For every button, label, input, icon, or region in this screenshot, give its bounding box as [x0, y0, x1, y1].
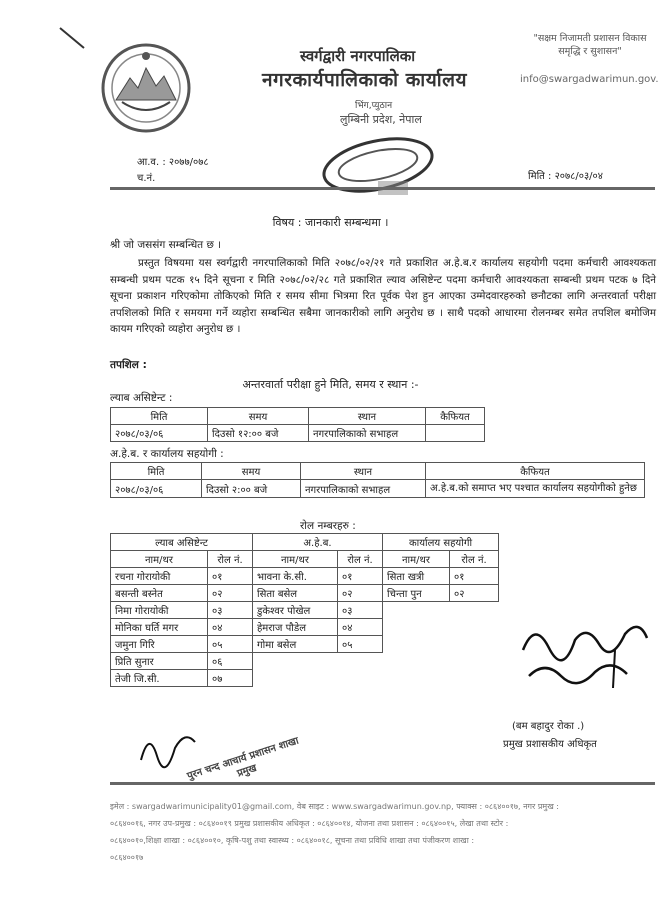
lab-roll: ०३ [208, 602, 253, 619]
col-time: समय [202, 463, 301, 480]
cell-place: नगरपालिकाको सभाहल [309, 425, 426, 442]
aheb-name: सिता बसेल [253, 585, 338, 602]
header-divider [110, 187, 655, 190]
office-name-cell: सिता खत्री [383, 568, 450, 585]
aheb-roll: ०४ [338, 619, 383, 636]
lab-name: बसन्ती बस्नेत [111, 585, 208, 602]
lab-roll: ०६ [208, 653, 253, 670]
body-paragraph: प्रस्तुत विषयमा यस स्वर्गद्वारी नगरपालिकाको मिति २०७८/०२/२१ गते प्रकाशित अ.हे.ब.र कार्यालय सहयोगी पदमा कर्मचारी आवश्यकता सम्बन्धी प्रथम पटक १५ दिने सूचना र मिति २०७८/०२/२८ गते प्रकाशित ल्याव असिष्टेन्ट पदमा कर्मचारी आवश्यकता सम्बन्धी प्रथम पटक ७ दिने सूचना प्रकाशन गरिएकोमा तोकिएको मिति र समय सीमा भित्रमा रित पूर्वक पेश हुन आएका उम्मेदवारहरुको छनौटका लागि अन्तरवार्ता परीक्षा तपशिलको मिति र समयमा गर्ने व्यहोरा सम्बन्धित सबैमा जानकारीको लागि अनुरोध छ । साथै पदको आधारमा रोलनम्बर समेत तपशिल बमोजिम कायम गरिएको व्यहोरा अनुरोध छ । [110, 257, 656, 336]
aheb-office-label: अ.हे.ब. र कार्यालय सहयोगी : [110, 448, 224, 460]
col-name: नाम/थर [253, 551, 338, 568]
lab-name: रचना गोरायोकी [111, 568, 208, 585]
lab-roll: ०१ [208, 568, 253, 585]
footer-line: इमेल : swargadwarimunicipality01@gmail.com, वेब साइट : www.swargadwarimun.gov.np, फ्याक्स : ०८६४००१७, नगर प्रमुख : [110, 802, 559, 811]
interview-heading: अन्तरवार्ता परीक्षा हुने मिति, समय र स्थान :- [242, 378, 419, 391]
lab-roll: ०२ [208, 585, 253, 602]
cell-remarks [426, 425, 485, 442]
footer-contacts [110, 798, 656, 866]
empty-cell [253, 670, 499, 687]
roll-numbers-heading: रोल नम्बरहरु : [300, 520, 356, 532]
table-row [111, 585, 499, 602]
office-name: नगरकार्यपालिकाको कार्यालय [262, 69, 468, 91]
group-lab: ल्याब असिष्टेन्ट [111, 534, 253, 551]
empty-cell [383, 636, 450, 653]
reference-number: च.नं. [137, 173, 156, 184]
lab-roll: ०७ [208, 670, 253, 687]
col-roll: रोल नं. [208, 551, 253, 568]
section-chief-stamp: पुरन चन्द आचार्य प्रशासन शाखा प्रमुख [185, 735, 301, 783]
slogan: "सक्षम निजामती प्रशासन विकास समृद्धि र सुशासन" [533, 33, 647, 57]
email-link[interactable]: info@swargadwarimun.gov. [520, 74, 659, 85]
col-name: नाम/थर [383, 551, 450, 568]
cell-date: २०७८/०३/०६ [111, 480, 202, 498]
office-name-cell: चिन्ता पुन [383, 585, 450, 602]
col-remarks: कैफियत [426, 463, 645, 480]
aheb-roll: ०२ [338, 585, 383, 602]
office-stamp [318, 135, 448, 200]
signatory-name: (बम बहादुर रोका .) [512, 721, 585, 732]
aheb-roll: ०३ [338, 602, 383, 619]
handwritten-signature [515, 610, 655, 695]
table-row [111, 425, 485, 442]
corner-mark [58, 24, 88, 54]
lab-name: जमुना गिरि [111, 636, 208, 653]
salutation: श्री जो जससंग सम्बन्धित छ । [110, 239, 222, 251]
col-roll: रोल नं. [338, 551, 383, 568]
footer-line: ०८६४००१७ [110, 853, 144, 862]
cell-time: दिउसो १२:०० बजे [208, 425, 309, 442]
col-date: मिति [111, 463, 202, 480]
table-row [111, 568, 499, 585]
lab-assistant-label: ल्याब असिष्टेन्ट : [110, 392, 173, 404]
letter-date: मिति : २०७८/०३/०४ [528, 171, 603, 182]
lab-name: निमा गोरायोकी [111, 602, 208, 619]
lab-name: मोनिका घर्ति मगर [111, 619, 208, 636]
lab-name: प्रिति सुनार [111, 653, 208, 670]
aheb-name: गोमा बसेल [253, 636, 338, 653]
headquarters: भिंग,प्युठान [355, 101, 393, 111]
aheb-name: डुकेश्वर पोखेल [253, 602, 338, 619]
aheb-roll: ०१ [338, 568, 383, 585]
table-row [111, 602, 499, 619]
footer-divider [110, 782, 655, 785]
col-place: स्थान [309, 408, 426, 425]
empty-cell [450, 619, 499, 636]
empty-cell [253, 653, 499, 670]
group-aheb: अ.हे.ब. [253, 534, 383, 551]
empty-cell [450, 636, 499, 653]
footer-line: ०८६४००१०,शिक्षा शाखा : ०८६४००१०, कृषि-पशु तथा स्वास्थ्य : ०८६४००१८, सूचना तथा प्रविधि शाखा तथा पंजीकरण शाखा : [110, 836, 475, 845]
lab-roll: ०४ [208, 619, 253, 636]
lab-schedule-table [110, 407, 485, 442]
address: लुम्बिनी प्रदेश, नेपाल [340, 113, 422, 126]
lab-name: तेजी जि.सी. [111, 670, 208, 687]
government-emblem-icon [100, 42, 192, 134]
cell-remarks: अ.हे.ब.को समाप्त भए पश्चात कार्यालय सहयोगीको हुनेछ [426, 480, 645, 498]
fiscal-year: आ.व. : २०७७/०७८ [137, 157, 209, 168]
letter-subject: विषय : जानकारी सम्बन्धमा । [272, 216, 389, 229]
col-date: मिति [111, 408, 208, 425]
col-name: नाम/थर [111, 551, 208, 568]
office-roll: ०२ [450, 585, 499, 602]
table-row [111, 636, 499, 653]
signatory-title: प्रमुख प्रशासकीय अधिकृत [503, 739, 597, 750]
aheb-schedule-table [110, 462, 645, 498]
col-time: समय [208, 408, 309, 425]
table-row [111, 619, 499, 636]
office-roll: ०१ [450, 568, 499, 585]
cell-date: २०७८/०३/०६ [111, 425, 208, 442]
group-office: कार्यालय सहयोगी [383, 534, 499, 551]
col-roll: रोल नं. [450, 551, 499, 568]
table-row [111, 653, 499, 670]
aheb-roll: ०५ [338, 636, 383, 653]
initials-signature [135, 720, 205, 770]
cell-place: नगरपालिकाको सभाहल [301, 480, 426, 498]
empty-cell [383, 602, 450, 619]
footer-line: ०८६४००१६, नगर उप-प्रमुख : ०८६४००१९ प्रमुख प्रशासकीय अधिकृत : ०८६४००१४, योजना तथा प्रशासन : ०८६४००१५, लेखा तथा स्टोर : [110, 819, 509, 828]
table-row [111, 480, 645, 498]
aheb-name: भावना के.सी. [253, 568, 338, 585]
details-label: तपशिल : [110, 359, 147, 371]
letter-body [110, 255, 656, 338]
empty-cell [383, 619, 450, 636]
table-row [111, 670, 499, 687]
col-place: स्थान [301, 463, 426, 480]
roll-number-table [110, 533, 499, 687]
empty-cell [450, 602, 499, 619]
cell-time: दिउसो २:०० बजे [202, 480, 301, 498]
aheb-name: हेमराज पौडेल [253, 619, 338, 636]
lab-roll: ०५ [208, 636, 253, 653]
col-remarks: कैफियत [426, 408, 485, 425]
municipality-name: स्वर्गद्वारी नगरपालिका [300, 47, 416, 65]
